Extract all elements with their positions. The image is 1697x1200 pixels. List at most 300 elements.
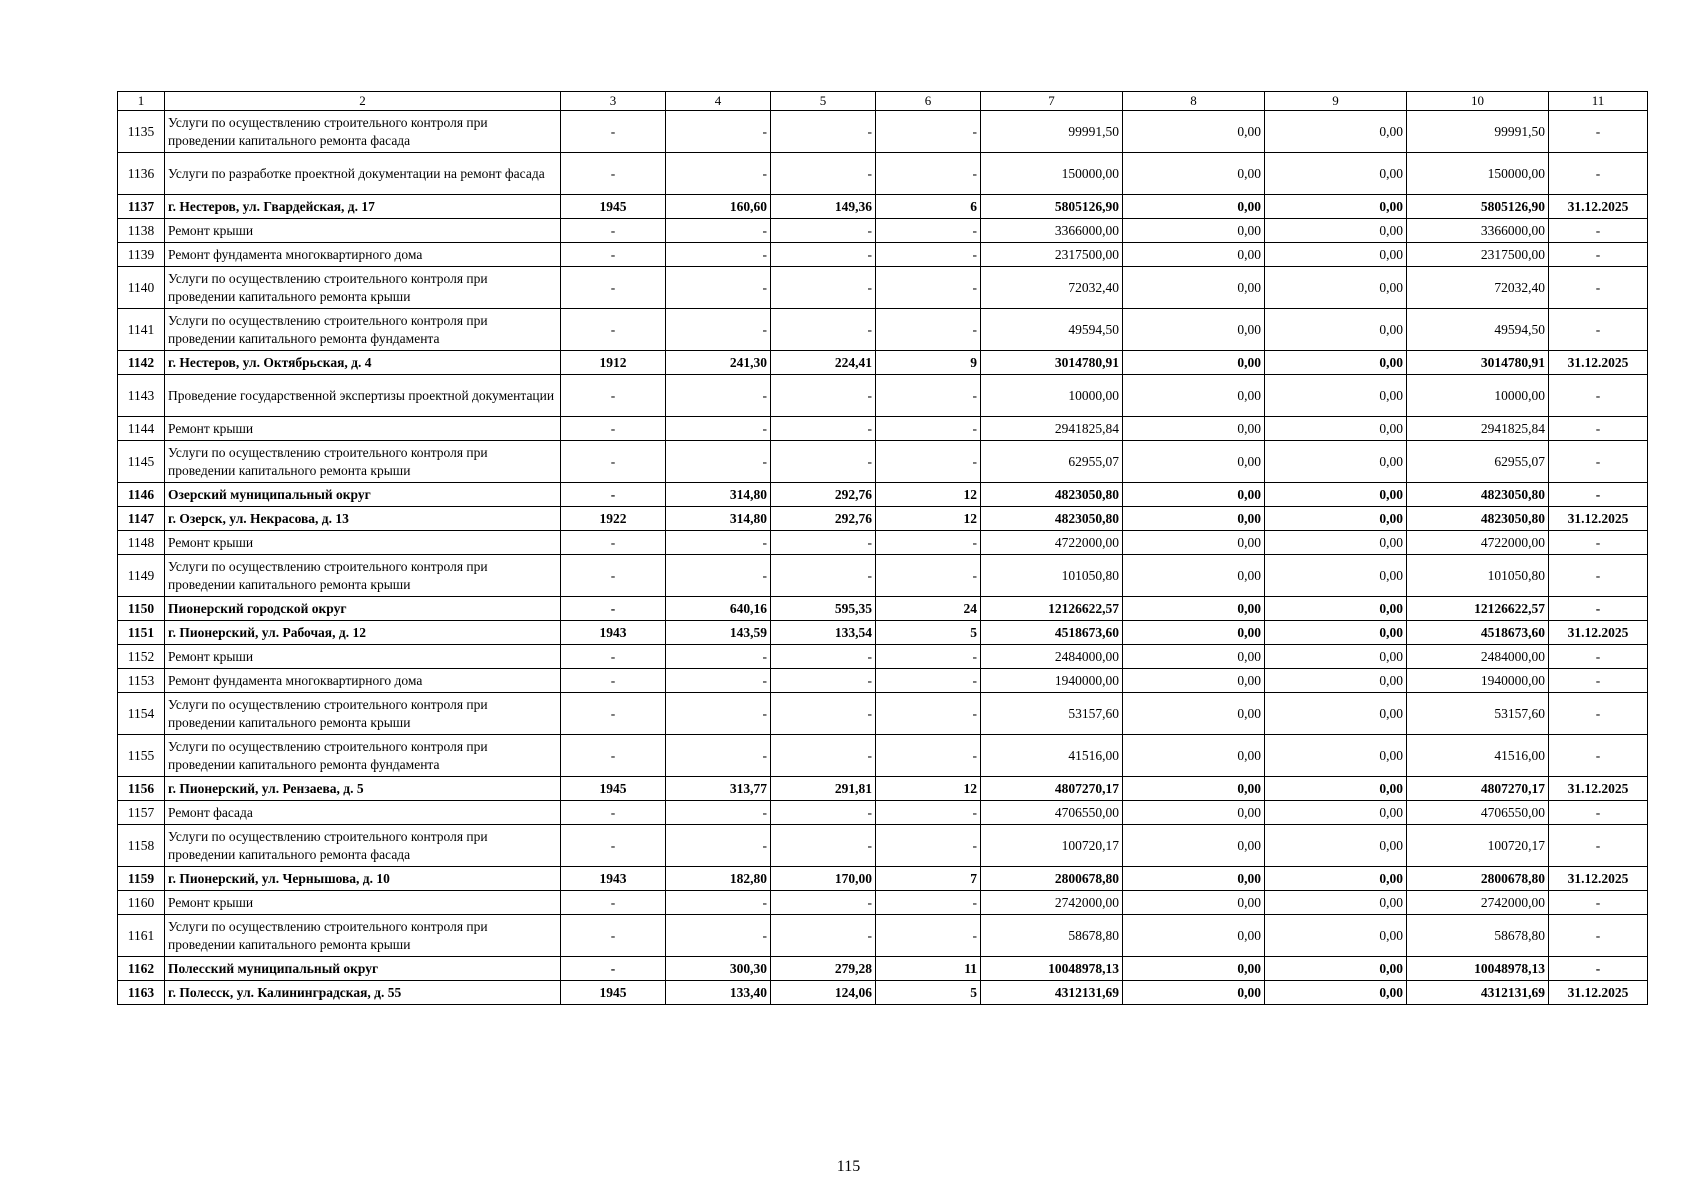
col-9-cell: 0,00 xyxy=(1265,801,1407,825)
item-name-cell: Услуги по осуществлению строительного контроля при проведении капитального ремонта крыши xyxy=(165,915,561,957)
col-6-cell: - xyxy=(876,801,981,825)
year-cell: 1945 xyxy=(561,981,666,1005)
col-7-cell: 4312131,69 xyxy=(981,981,1123,1005)
col-4-cell: - xyxy=(666,375,771,417)
col-5-cell: - xyxy=(771,735,876,777)
row-number-cell: 1140 xyxy=(118,267,165,309)
year-cell: - xyxy=(561,111,666,153)
header-cell: 7 xyxy=(981,92,1123,111)
row-number-cell: 1149 xyxy=(118,555,165,597)
table-row xyxy=(118,309,1648,351)
col-10-cell: 2484000,00 xyxy=(1407,645,1549,669)
header-cell: 1 xyxy=(118,92,165,111)
col-9-cell: 0,00 xyxy=(1265,153,1407,195)
col-4-cell: - xyxy=(666,915,771,957)
col-6-cell: - xyxy=(876,531,981,555)
deadline-cell: - xyxy=(1549,153,1648,195)
row-number-cell: 1154 xyxy=(118,693,165,735)
row-number-cell: 1163 xyxy=(118,981,165,1005)
deadline-cell: - xyxy=(1549,555,1648,597)
col-8-cell: 0,00 xyxy=(1123,957,1265,981)
year-cell: - xyxy=(561,597,666,621)
row-number-cell: 1162 xyxy=(118,957,165,981)
table-row xyxy=(118,483,1648,507)
col-10-cell: 58678,80 xyxy=(1407,915,1549,957)
table-row xyxy=(118,267,1648,309)
col-6-cell: - xyxy=(876,375,981,417)
table-row xyxy=(118,441,1648,483)
col-7-cell: 101050,80 xyxy=(981,555,1123,597)
col-5-cell: 292,76 xyxy=(771,507,876,531)
col-10-cell: 1940000,00 xyxy=(1407,669,1549,693)
deadline-cell: - xyxy=(1549,597,1648,621)
col-9-cell: 0,00 xyxy=(1265,915,1407,957)
col-7-cell: 4518673,60 xyxy=(981,621,1123,645)
table-row xyxy=(118,597,1648,621)
col-5-cell: - xyxy=(771,915,876,957)
year-cell: 1922 xyxy=(561,507,666,531)
col-6-cell: - xyxy=(876,693,981,735)
col-10-cell: 4823050,80 xyxy=(1407,483,1549,507)
col-8-cell: 0,00 xyxy=(1123,195,1265,219)
col-6-cell: 9 xyxy=(876,351,981,375)
col-7-cell: 100720,17 xyxy=(981,825,1123,867)
table-row xyxy=(118,801,1648,825)
col-8-cell: 0,00 xyxy=(1123,981,1265,1005)
table-row xyxy=(118,825,1648,867)
col-8-cell: 0,00 xyxy=(1123,669,1265,693)
header-cell: 10 xyxy=(1407,92,1549,111)
col-5-cell: - xyxy=(771,219,876,243)
col-6-cell: 7 xyxy=(876,867,981,891)
col-8-cell: 0,00 xyxy=(1123,483,1265,507)
item-name-cell: Услуги по осуществлению строительного контроля при проведении капитального ремонта фундамента xyxy=(165,309,561,351)
year-cell: - xyxy=(561,267,666,309)
deadline-cell: - xyxy=(1549,915,1648,957)
table-row xyxy=(118,891,1648,915)
year-cell: - xyxy=(561,735,666,777)
col-10-cell: 10000,00 xyxy=(1407,375,1549,417)
item-name-cell: Ремонт фундамента многоквартирного дома xyxy=(165,669,561,693)
col-10-cell: 3014780,91 xyxy=(1407,351,1549,375)
col-7-cell: 2800678,80 xyxy=(981,867,1123,891)
col-6-cell: 12 xyxy=(876,777,981,801)
deadline-cell: 31.12.2025 xyxy=(1549,621,1648,645)
col-7-cell: 4823050,80 xyxy=(981,483,1123,507)
item-name-cell: Услуги по осуществлению строительного контроля при проведении капитального ремонта фасада xyxy=(165,825,561,867)
year-cell: 1945 xyxy=(561,195,666,219)
col-10-cell: 150000,00 xyxy=(1407,153,1549,195)
col-5-cell: 170,00 xyxy=(771,867,876,891)
row-number-cell: 1144 xyxy=(118,417,165,441)
col-4-cell: - xyxy=(666,309,771,351)
col-5-cell: - xyxy=(771,669,876,693)
col-4-cell: 160,60 xyxy=(666,195,771,219)
deadline-cell: - xyxy=(1549,531,1648,555)
col-6-cell: 5 xyxy=(876,621,981,645)
row-number-cell: 1145 xyxy=(118,441,165,483)
col-9-cell: 0,00 xyxy=(1265,645,1407,669)
col-7-cell: 4807270,17 xyxy=(981,777,1123,801)
deadline-cell: - xyxy=(1549,375,1648,417)
col-10-cell: 3366000,00 xyxy=(1407,219,1549,243)
table-row xyxy=(118,153,1648,195)
item-name-cell: Услуги по осуществлению строительного контроля при проведении капитального ремонта крыши xyxy=(165,693,561,735)
item-name-cell: Услуги по осуществлению строительного контроля при проведении капитального ремонта фундамента xyxy=(165,735,561,777)
item-name-cell: Ремонт фасада xyxy=(165,801,561,825)
col-6-cell: - xyxy=(876,735,981,777)
col-5-cell: - xyxy=(771,531,876,555)
col-6-cell: 12 xyxy=(876,483,981,507)
table-row xyxy=(118,555,1648,597)
row-number-cell: 1161 xyxy=(118,915,165,957)
deadline-cell: - xyxy=(1549,483,1648,507)
col-9-cell: 0,00 xyxy=(1265,483,1407,507)
col-7-cell: 4722000,00 xyxy=(981,531,1123,555)
col-6-cell: - xyxy=(876,417,981,441)
deadline-cell: 31.12.2025 xyxy=(1549,867,1648,891)
col-10-cell: 2317500,00 xyxy=(1407,243,1549,267)
header-cell: 9 xyxy=(1265,92,1407,111)
table-row xyxy=(118,531,1648,555)
col-10-cell: 53157,60 xyxy=(1407,693,1549,735)
item-name-cell: г. Полесск, ул. Калининградская, д. 55 xyxy=(165,981,561,1005)
col-6-cell: - xyxy=(876,825,981,867)
item-name-cell: Ремонт крыши xyxy=(165,531,561,555)
col-7-cell: 150000,00 xyxy=(981,153,1123,195)
col-8-cell: 0,00 xyxy=(1123,153,1265,195)
col-4-cell: 143,59 xyxy=(666,621,771,645)
col-6-cell: - xyxy=(876,645,981,669)
col-8-cell: 0,00 xyxy=(1123,531,1265,555)
col-6-cell: - xyxy=(876,219,981,243)
deadline-cell: - xyxy=(1549,267,1648,309)
table-row xyxy=(118,957,1648,981)
col-8-cell: 0,00 xyxy=(1123,351,1265,375)
col-8-cell: 0,00 xyxy=(1123,441,1265,483)
col-9-cell: 0,00 xyxy=(1265,507,1407,531)
col-8-cell: 0,00 xyxy=(1123,417,1265,441)
col-7-cell: 2742000,00 xyxy=(981,891,1123,915)
col-4-cell: - xyxy=(666,825,771,867)
col-9-cell: 0,00 xyxy=(1265,417,1407,441)
year-cell: - xyxy=(561,645,666,669)
page-number: 115 xyxy=(836,1158,861,1175)
table-row xyxy=(118,375,1648,417)
col-10-cell: 72032,40 xyxy=(1407,267,1549,309)
row-number-cell: 1153 xyxy=(118,669,165,693)
col-7-cell: 2941825,84 xyxy=(981,417,1123,441)
col-6-cell: 11 xyxy=(876,957,981,981)
col-7-cell: 4706550,00 xyxy=(981,801,1123,825)
year-cell: - xyxy=(561,801,666,825)
col-5-cell: 595,35 xyxy=(771,597,876,621)
col-5-cell: 279,28 xyxy=(771,957,876,981)
col-6-cell: - xyxy=(876,441,981,483)
table-row xyxy=(118,243,1648,267)
col-10-cell: 2742000,00 xyxy=(1407,891,1549,915)
col-4-cell: - xyxy=(666,645,771,669)
table-row xyxy=(118,111,1648,153)
col-4-cell: 314,80 xyxy=(666,483,771,507)
year-cell: 1943 xyxy=(561,867,666,891)
col-6-cell: - xyxy=(876,111,981,153)
col-4-cell: - xyxy=(666,693,771,735)
row-number-cell: 1137 xyxy=(118,195,165,219)
col-6-cell: - xyxy=(876,891,981,915)
item-name-cell: г. Пионерский, ул. Чернышова, д. 10 xyxy=(165,867,561,891)
deadline-cell: - xyxy=(1549,735,1648,777)
header-cell: 5 xyxy=(771,92,876,111)
table-row xyxy=(118,417,1648,441)
table-row xyxy=(118,981,1648,1005)
col-10-cell: 4706550,00 xyxy=(1407,801,1549,825)
col-10-cell: 2941825,84 xyxy=(1407,417,1549,441)
year-cell: - xyxy=(561,375,666,417)
deadline-cell: - xyxy=(1549,417,1648,441)
header-cell: 3 xyxy=(561,92,666,111)
item-name-cell: Ремонт крыши xyxy=(165,219,561,243)
year-cell: - xyxy=(561,531,666,555)
item-name-cell: Ремонт крыши xyxy=(165,417,561,441)
col-4-cell: - xyxy=(666,219,771,243)
item-name-cell: Услуги по осуществлению строительного контроля при проведении капитального ремонта крыши xyxy=(165,267,561,309)
col-10-cell: 4807270,17 xyxy=(1407,777,1549,801)
col-4-cell: - xyxy=(666,555,771,597)
table-row xyxy=(118,915,1648,957)
col-8-cell: 0,00 xyxy=(1123,555,1265,597)
col-4-cell: - xyxy=(666,531,771,555)
col-10-cell: 62955,07 xyxy=(1407,441,1549,483)
deadline-cell: - xyxy=(1549,669,1648,693)
col-4-cell: 640,16 xyxy=(666,597,771,621)
row-number-cell: 1143 xyxy=(118,375,165,417)
row-number-cell: 1160 xyxy=(118,891,165,915)
col-5-cell: 292,76 xyxy=(771,483,876,507)
col-5-cell: - xyxy=(771,153,876,195)
col-7-cell: 3014780,91 xyxy=(981,351,1123,375)
deadline-cell: 31.12.2025 xyxy=(1549,981,1648,1005)
col-4-cell: - xyxy=(666,267,771,309)
table-row xyxy=(118,777,1648,801)
year-cell: - xyxy=(561,153,666,195)
col-7-cell: 58678,80 xyxy=(981,915,1123,957)
col-4-cell: 133,40 xyxy=(666,981,771,1005)
col-10-cell: 49594,50 xyxy=(1407,309,1549,351)
year-cell: - xyxy=(561,243,666,267)
col-5-cell: - xyxy=(771,825,876,867)
item-name-cell: Ремонт крыши xyxy=(165,645,561,669)
col-4-cell: - xyxy=(666,735,771,777)
col-4-cell: - xyxy=(666,441,771,483)
row-number-cell: 1142 xyxy=(118,351,165,375)
col-9-cell: 0,00 xyxy=(1265,555,1407,597)
header-cell: 4 xyxy=(666,92,771,111)
col-8-cell: 0,00 xyxy=(1123,801,1265,825)
col-5-cell: - xyxy=(771,309,876,351)
col-7-cell: 41516,00 xyxy=(981,735,1123,777)
year-cell: - xyxy=(561,825,666,867)
col-9-cell: 0,00 xyxy=(1265,669,1407,693)
col-7-cell: 4823050,80 xyxy=(981,507,1123,531)
col-7-cell: 12126622,57 xyxy=(981,597,1123,621)
col-8-cell: 0,00 xyxy=(1123,891,1265,915)
col-8-cell: 0,00 xyxy=(1123,621,1265,645)
col-4-cell: 314,80 xyxy=(666,507,771,531)
deadline-cell: 31.12.2025 xyxy=(1549,777,1648,801)
header-cell: 11 xyxy=(1549,92,1648,111)
item-name-cell: Пионерский городской округ xyxy=(165,597,561,621)
col-5-cell: - xyxy=(771,417,876,441)
col-5-cell: - xyxy=(771,441,876,483)
item-name-cell: Проведение государственной экспертизы проектной документации xyxy=(165,375,561,417)
deadline-cell: - xyxy=(1549,243,1648,267)
row-number-cell: 1135 xyxy=(118,111,165,153)
col-5-cell: - xyxy=(771,693,876,735)
col-10-cell: 100720,17 xyxy=(1407,825,1549,867)
item-name-cell: г. Нестеров, ул. Гвардейская, д. 17 xyxy=(165,195,561,219)
col-8-cell: 0,00 xyxy=(1123,243,1265,267)
row-number-cell: 1158 xyxy=(118,825,165,867)
col-9-cell: 0,00 xyxy=(1265,777,1407,801)
col-6-cell: - xyxy=(876,915,981,957)
col-4-cell: 241,30 xyxy=(666,351,771,375)
deadline-cell: - xyxy=(1549,111,1648,153)
col-9-cell: 0,00 xyxy=(1265,693,1407,735)
col-7-cell: 2484000,00 xyxy=(981,645,1123,669)
col-9-cell: 0,00 xyxy=(1265,825,1407,867)
table-row xyxy=(118,645,1648,669)
item-name-cell: г. Пионерский, ул. Рензаева, д. 5 xyxy=(165,777,561,801)
col-9-cell: 0,00 xyxy=(1265,243,1407,267)
col-7-cell: 62955,07 xyxy=(981,441,1123,483)
col-8-cell: 0,00 xyxy=(1123,597,1265,621)
year-cell: - xyxy=(561,219,666,243)
row-number-cell: 1151 xyxy=(118,621,165,645)
row-number-cell: 1147 xyxy=(118,507,165,531)
row-number-cell: 1152 xyxy=(118,645,165,669)
col-4-cell: - xyxy=(666,243,771,267)
col-9-cell: 0,00 xyxy=(1265,441,1407,483)
year-cell: - xyxy=(561,555,666,597)
col-6-cell: 12 xyxy=(876,507,981,531)
year-cell: 1912 xyxy=(561,351,666,375)
table-row xyxy=(118,351,1648,375)
col-4-cell: - xyxy=(666,111,771,153)
deadline-cell: - xyxy=(1549,801,1648,825)
col-4-cell: - xyxy=(666,417,771,441)
col-9-cell: 0,00 xyxy=(1265,981,1407,1005)
header-cell: 6 xyxy=(876,92,981,111)
year-cell: - xyxy=(561,669,666,693)
row-number-cell: 1157 xyxy=(118,801,165,825)
item-name-cell: г. Нестеров, ул. Октябрьская, д. 4 xyxy=(165,351,561,375)
column-number-header-row xyxy=(118,92,1648,111)
year-cell: - xyxy=(561,957,666,981)
col-9-cell: 0,00 xyxy=(1265,111,1407,153)
col-10-cell: 4823050,80 xyxy=(1407,507,1549,531)
deadline-cell: - xyxy=(1549,957,1648,981)
deadline-cell: - xyxy=(1549,693,1648,735)
col-8-cell: 0,00 xyxy=(1123,777,1265,801)
col-8-cell: 0,00 xyxy=(1123,507,1265,531)
row-number-cell: 1148 xyxy=(118,531,165,555)
col-6-cell: 6 xyxy=(876,195,981,219)
item-name-cell: Услуги по осуществлению строительного контроля при проведении капитального ремонта крыши xyxy=(165,441,561,483)
col-5-cell: 124,06 xyxy=(771,981,876,1005)
header-cell: 8 xyxy=(1123,92,1265,111)
col-9-cell: 0,00 xyxy=(1265,351,1407,375)
col-10-cell: 4518673,60 xyxy=(1407,621,1549,645)
col-10-cell: 12126622,57 xyxy=(1407,597,1549,621)
col-8-cell: 0,00 xyxy=(1123,645,1265,669)
col-5-cell: - xyxy=(771,111,876,153)
deadline-cell: - xyxy=(1549,441,1648,483)
year-cell: 1943 xyxy=(561,621,666,645)
col-9-cell: 0,00 xyxy=(1265,957,1407,981)
col-9-cell: 0,00 xyxy=(1265,597,1407,621)
table-row xyxy=(118,507,1648,531)
col-5-cell: - xyxy=(771,375,876,417)
row-number-cell: 1138 xyxy=(118,219,165,243)
col-7-cell: 1940000,00 xyxy=(981,669,1123,693)
col-10-cell: 41516,00 xyxy=(1407,735,1549,777)
col-6-cell: - xyxy=(876,267,981,309)
table-row xyxy=(118,693,1648,735)
col-9-cell: 0,00 xyxy=(1265,867,1407,891)
col-9-cell: 0,00 xyxy=(1265,621,1407,645)
col-10-cell: 4722000,00 xyxy=(1407,531,1549,555)
col-4-cell: - xyxy=(666,153,771,195)
year-cell: - xyxy=(561,483,666,507)
year-cell: - xyxy=(561,441,666,483)
col-5-cell: 149,36 xyxy=(771,195,876,219)
row-number-cell: 1159 xyxy=(118,867,165,891)
col-10-cell: 5805126,90 xyxy=(1407,195,1549,219)
col-5-cell: - xyxy=(771,645,876,669)
col-6-cell: - xyxy=(876,669,981,693)
col-7-cell: 99991,50 xyxy=(981,111,1123,153)
item-name-cell: г. Пионерский, ул. Рабочая, д. 12 xyxy=(165,621,561,645)
col-7-cell: 10048978,13 xyxy=(981,957,1123,981)
col-6-cell: 5 xyxy=(876,981,981,1005)
col-6-cell: - xyxy=(876,243,981,267)
table-row xyxy=(118,621,1648,645)
col-8-cell: 0,00 xyxy=(1123,267,1265,309)
col-5-cell: 291,81 xyxy=(771,777,876,801)
table-row xyxy=(118,195,1648,219)
year-cell: - xyxy=(561,915,666,957)
col-5-cell: - xyxy=(771,801,876,825)
col-9-cell: 0,00 xyxy=(1265,219,1407,243)
col-8-cell: 0,00 xyxy=(1123,111,1265,153)
col-8-cell: 0,00 xyxy=(1123,219,1265,243)
year-cell: - xyxy=(561,417,666,441)
col-8-cell: 0,00 xyxy=(1123,915,1265,957)
item-name-cell: г. Озерск, ул. Некрасова, д. 13 xyxy=(165,507,561,531)
col-7-cell: 3366000,00 xyxy=(981,219,1123,243)
year-cell: - xyxy=(561,309,666,351)
col-7-cell: 53157,60 xyxy=(981,693,1123,735)
col-6-cell: - xyxy=(876,153,981,195)
deadline-cell: - xyxy=(1549,645,1648,669)
col-9-cell: 0,00 xyxy=(1265,309,1407,351)
col-9-cell: 0,00 xyxy=(1265,891,1407,915)
col-9-cell: 0,00 xyxy=(1265,735,1407,777)
col-8-cell: 0,00 xyxy=(1123,735,1265,777)
col-9-cell: 0,00 xyxy=(1265,267,1407,309)
data-table xyxy=(117,91,1648,1005)
